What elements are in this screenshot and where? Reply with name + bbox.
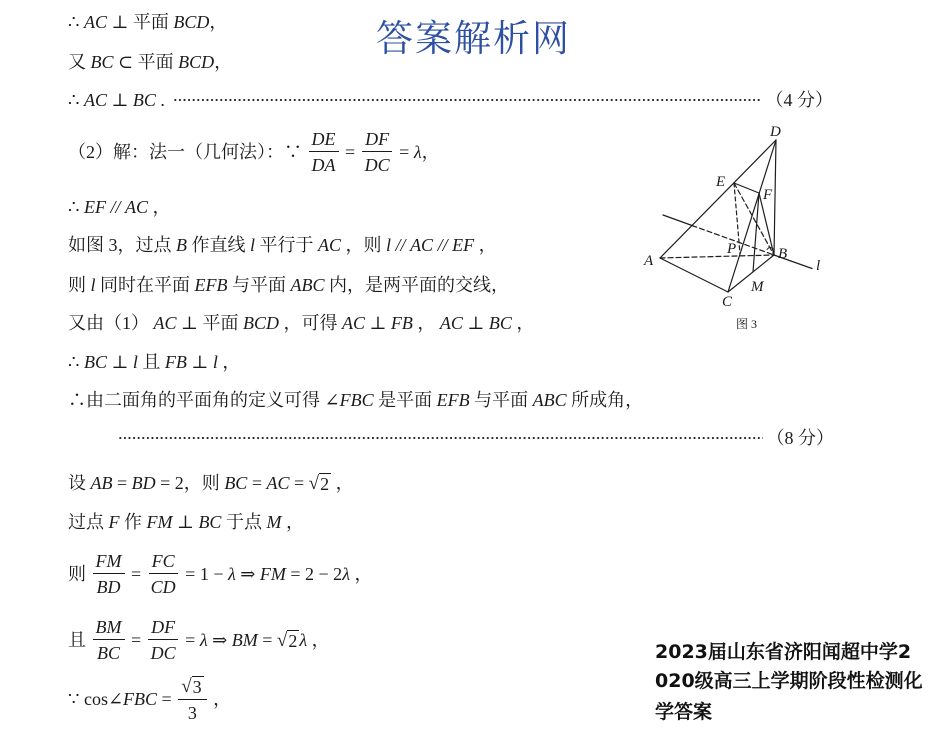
text-run: ⊥ 平面 (106, 12, 174, 32)
math-variable: AC (124, 197, 148, 217)
math-variable: λ (199, 630, 208, 650)
text-run: // (433, 235, 453, 255)
math-variable: BC (90, 52, 114, 72)
math-variable: BCD (242, 313, 279, 333)
math-variable: FBC (123, 689, 158, 709)
text-run: = (257, 630, 277, 650)
fraction-numerator: FM (93, 552, 125, 574)
math-variable: EFB (436, 390, 470, 410)
text-run: ⇒ (235, 564, 260, 584)
radical-sign: √ (308, 473, 320, 494)
fraction-denominator: BD (96, 577, 121, 597)
solution-line-11 (118, 427, 834, 449)
solution-line-13 (68, 511, 304, 533)
math-variable: AC (83, 90, 107, 110)
text-run: ， (214, 52, 233, 72)
solution-line-1 (68, 11, 227, 33)
text-run: 且 (137, 352, 165, 372)
math-variable: ABC (290, 275, 325, 295)
segment-ef (734, 183, 759, 193)
text-run: = (340, 142, 360, 162)
text-run: 同时在平面 (95, 275, 195, 295)
text-run: ， (281, 512, 304, 532)
fraction-numerator: DF (362, 130, 392, 152)
radicand: 2 (288, 631, 298, 651)
line-label-l: l (816, 258, 821, 274)
text-run: ， (511, 313, 535, 333)
score-marker: （4 分） (765, 90, 833, 110)
math-variable: λ (227, 564, 236, 584)
text-run: ⇒ (207, 630, 232, 650)
fraction-denominator: DC (364, 155, 390, 175)
radical-sign: √ (181, 676, 192, 697)
text-run: ， (474, 235, 497, 255)
text-run: 则 (68, 564, 91, 584)
text-run: = 2，则 (155, 473, 225, 493)
text-run: 过点 (68, 512, 109, 532)
solution-line-8 (68, 312, 534, 334)
text-run: ∴ (68, 90, 84, 110)
text-run: = (126, 564, 146, 584)
math-variable: BC (198, 512, 222, 532)
text-run: ⊥ (186, 352, 213, 372)
point-label-p: P (727, 241, 737, 257)
edge-ac (660, 258, 728, 292)
fraction (362, 130, 393, 174)
radicand: 3 (192, 677, 202, 697)
text-run: ∴ (68, 197, 84, 217)
fraction-denominator: 3 (187, 703, 197, 723)
text-run: 且 (68, 630, 91, 650)
text-run: ∴由二面角的平面角的定义可得 ∠ (68, 390, 340, 410)
text-run: ⊥ (106, 90, 133, 110)
text-run: 作直线 (187, 235, 250, 255)
text-run: ， (349, 564, 373, 584)
math-variable: BC (224, 473, 248, 493)
math-variable: FM (259, 564, 286, 584)
fraction-numerator: FC (149, 552, 178, 574)
math-variable: BD (131, 473, 156, 493)
fraction (178, 676, 206, 722)
text-run: ⊥ (462, 313, 489, 333)
solution-line-12 (68, 470, 354, 496)
edge-db (774, 140, 776, 255)
text-run: ， (217, 352, 241, 372)
solution-line-14 (68, 549, 372, 599)
text-run: ∴ (68, 352, 84, 372)
text-run: ， (147, 197, 171, 217)
math-variable: B (176, 235, 187, 255)
text-run: 如图 3，过点 (68, 235, 176, 255)
leader-dots (118, 435, 763, 441)
math-variable: AC (341, 313, 365, 333)
fraction-denominator: BC (96, 643, 120, 663)
text-run: = (112, 473, 132, 493)
solution-line-9 (68, 351, 240, 373)
math-variable: λ (413, 142, 422, 162)
fraction-denominator: DA (311, 155, 336, 175)
math-variable: BCD (173, 12, 210, 32)
math-variable: AB (90, 473, 113, 493)
math-variable: ABC (532, 390, 567, 410)
document-source-line-1: 2023届山东省济阳闻超中学2 (655, 641, 912, 663)
text-run: 又 (68, 52, 91, 72)
text-run: 所成角， (566, 390, 644, 410)
square-root (277, 630, 299, 650)
solution-line-5 (68, 196, 170, 218)
math-variable: AC (439, 313, 463, 333)
text-run: 是平面 (373, 390, 437, 410)
point-label-m: M (751, 279, 764, 295)
text-run: = (157, 689, 177, 709)
solution-line-3 (68, 89, 833, 111)
solution-line-16 (68, 671, 231, 727)
math-variable: FM (146, 512, 173, 532)
fraction-numerator: DF (148, 618, 178, 640)
text-run: 内，是两平面的交线， (324, 275, 510, 295)
math-variable: l (250, 235, 256, 255)
math-variable: M (266, 512, 282, 532)
math-variable: λ (299, 630, 308, 650)
text-run: ， (209, 12, 228, 32)
math-variable: l (386, 235, 392, 255)
math-variable: FBC (339, 390, 374, 410)
solution-line-15 (68, 615, 330, 665)
text-run: 与平面 (227, 275, 291, 295)
text-run: = (126, 630, 146, 650)
math-variable: l (132, 352, 138, 372)
point-label-a: A (644, 253, 654, 269)
math-variable: FB (390, 313, 413, 333)
fraction-denominator: CD (150, 577, 176, 597)
fraction (93, 552, 125, 596)
text-run: ，可得 (278, 313, 342, 333)
text-run: = (247, 473, 267, 493)
text-run: . (155, 90, 165, 110)
math-variable: BC (83, 352, 107, 372)
math-variable: EF (452, 235, 475, 255)
text-run: ⊥ (106, 352, 133, 372)
figure-caption: 图 3 (736, 317, 758, 331)
text-run: 平行于 (255, 235, 319, 255)
fraction-numerator: DE (309, 130, 339, 152)
text-run: 与平面 (469, 390, 533, 410)
text-run: ⊥ 平面 (176, 313, 243, 333)
text-run: ， (421, 142, 440, 162)
math-variable: BC (132, 90, 156, 110)
solution-line-7 (68, 274, 509, 296)
document-source-line-2: 020级高三上学期阶段性检测化 (655, 670, 923, 692)
math-variable: l (90, 275, 96, 295)
text-run: ， (412, 313, 440, 333)
text-run: 设 (68, 473, 91, 493)
edge-dc (728, 140, 776, 292)
text-run: ，则 (341, 235, 387, 255)
solution-line-10 (68, 389, 643, 411)
math-variable: BC (488, 313, 512, 333)
text-run: ⊂ 平面 (113, 52, 179, 72)
math-variable: BM (231, 630, 258, 650)
fraction (148, 618, 179, 662)
math-variable: AC (83, 12, 107, 32)
text-run: // (391, 235, 411, 255)
text-run: // (105, 197, 125, 217)
point-label-f: F (763, 187, 773, 203)
fraction (93, 618, 125, 662)
math-variable: λ (342, 564, 350, 584)
edge-ab-hidden (660, 255, 774, 258)
math-variable: BCD (178, 52, 215, 72)
fraction-numerator: BM (93, 618, 125, 640)
point-label-b: B (778, 246, 788, 262)
text-run: = 2 − 2 (285, 564, 343, 584)
math-variable: AC (410, 235, 434, 255)
text-run: ， (307, 630, 330, 650)
score-marker: （8 分） (766, 428, 834, 448)
fraction (148, 552, 179, 596)
leader-dots (173, 97, 762, 103)
square-root (309, 473, 331, 493)
radicand: 2 (320, 474, 330, 494)
text-run: 于点 (221, 512, 267, 532)
math-variable: AC (266, 473, 290, 493)
text-run: = (180, 630, 200, 650)
math-variable: EFB (194, 275, 228, 295)
math-variable: l (212, 352, 218, 372)
text-run: （2）解：法一（几何法）：∵ (68, 142, 307, 162)
text-run: ， (331, 473, 354, 493)
radical-sign: √ (276, 630, 288, 651)
solution-line-6 (68, 234, 497, 256)
solution-line-4 (68, 127, 440, 177)
watermark-text: 答案解析网 (376, 19, 571, 60)
text-run: 作 (119, 512, 147, 532)
text-run: ， (208, 689, 232, 709)
point-label-d: D (770, 124, 781, 140)
point-label-c: C (722, 294, 733, 310)
point-label-e: E (716, 174, 726, 190)
math-variable: F (108, 512, 120, 532)
solution-line-2 (68, 51, 232, 73)
math-variable: FB (164, 352, 187, 372)
text-run: = (289, 473, 309, 493)
text-run: ∴ (68, 12, 84, 32)
text-run: = (394, 142, 414, 162)
line-l-left (663, 215, 692, 226)
figure-3-tetrahedron (630, 120, 845, 340)
math-variable: EF (83, 197, 106, 217)
text-run: 又由（1） (68, 313, 154, 333)
math-variable: AC (318, 235, 342, 255)
text-run: ⊥ (172, 512, 199, 532)
text-run: = 1 − (180, 564, 228, 584)
square-root (181, 676, 203, 696)
text-run: 则 (68, 275, 91, 295)
fraction (309, 130, 339, 174)
fraction-numerator (178, 676, 206, 700)
fraction-denominator: DC (150, 643, 176, 663)
math-variable: AC (153, 313, 177, 333)
document-source-line-3: 学答案 (655, 701, 713, 723)
text-run: ∵ cos∠ (68, 689, 124, 709)
text-run: ⊥ (364, 313, 391, 333)
